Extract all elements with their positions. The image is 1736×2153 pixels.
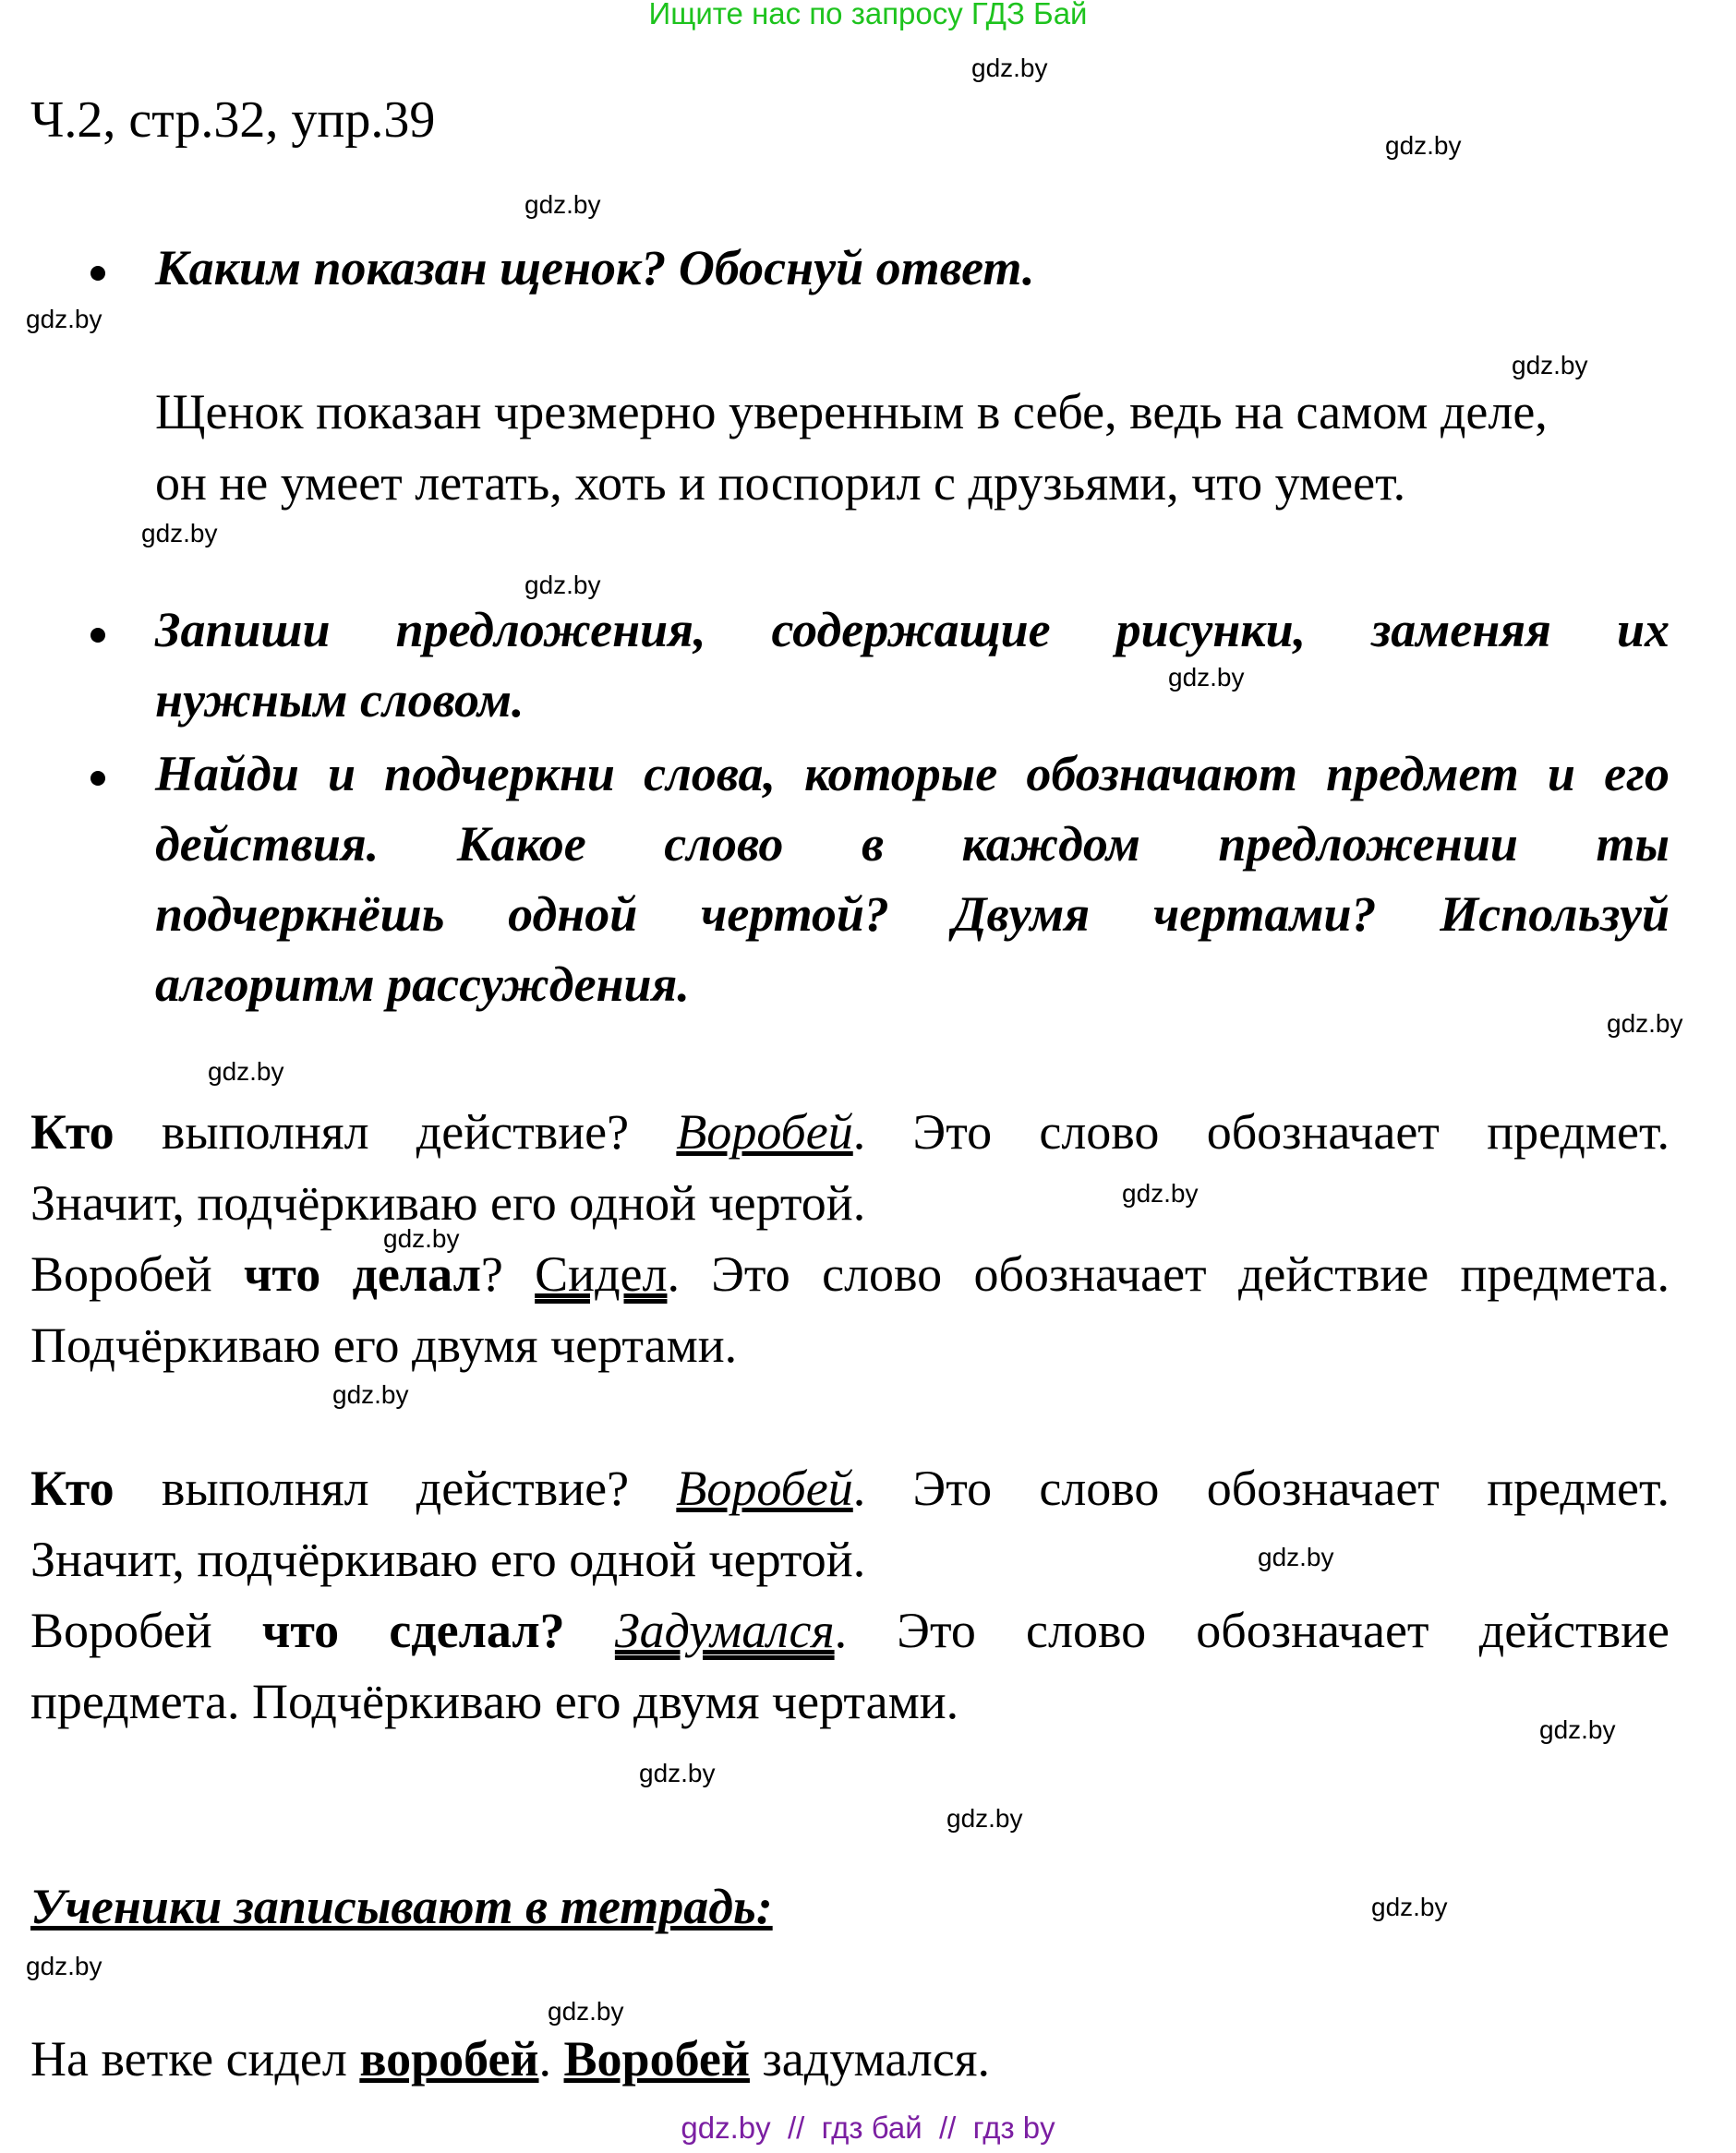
task-3 [155, 739, 1670, 1019]
footer-links[interactable]: gdz.by // гдз бай // гдз by [681, 2111, 1055, 2145]
question-word: что сделал? [261, 1603, 565, 1658]
subject-word: Воробей [676, 1104, 853, 1160]
predicate-word: Задумался [614, 1603, 835, 1658]
reasoning-line: Воробей что сделал? Задумался. Это слово обозначает действие [30, 1603, 1670, 1658]
bullet [90, 266, 105, 281]
notebook-title: Ученики записывают в тетрадь: [30, 1879, 773, 1934]
highlighted-word: воробей [359, 2031, 539, 2087]
watermark: gdz.by [208, 1057, 284, 1086]
watermark: gdz.by [141, 519, 218, 547]
watermark: gdz.by [1258, 1543, 1334, 1571]
watermark: gdz.by [524, 571, 601, 599]
reasoning-line: Воробей что делал? Сидел. Это слово обозначает действие предмета. [30, 1246, 1670, 1302]
watermark: gdz.by [1539, 1715, 1616, 1744]
task-line: действия. Какое слово в каждом предложении ты [155, 816, 1670, 872]
final-sentence: На ветке сидел воробей. Воробей задумался. [30, 2031, 991, 2087]
question-word: что делал [243, 1246, 481, 1302]
watermark: gdz.by [1122, 1179, 1199, 1208]
reasoning-block-2 [30, 1453, 1670, 1738]
watermark: gdz.by [383, 1224, 460, 1253]
predicate-word: Сидел [535, 1246, 668, 1302]
reasoning-block-1 [30, 1097, 1670, 1381]
watermark: gdz.by [548, 1997, 624, 2026]
highlighted-word: Воробей [563, 2031, 750, 2087]
answer-line: он не умеет летать, хоть и поспорил с друзьями, что умеет. [155, 455, 1406, 511]
watermark: gdz.by [1385, 131, 1462, 160]
page-title: Ч.2, стр.32, упр.39 [30, 91, 436, 149]
watermark: gdz.by [946, 1804, 1023, 1833]
bullet [90, 628, 105, 643]
reasoning-line: Кто выполнял действие? Воробей. Это слово обозначает предмет. [30, 1461, 1670, 1516]
task-line: Запиши предложения, содержащие рисунки, заменяя их [155, 602, 1670, 657]
watermark: gdz.by [1607, 1009, 1683, 1038]
task-line: подчеркнёшь одной чертой? Двумя чертами? Используй [155, 886, 1670, 942]
watermark: gdz.by [1512, 351, 1588, 379]
watermark: gdz.by [26, 1952, 102, 1980]
answer-line: Щенок показан чрезмерно уверенным в себе, ведь на самом деле, [155, 384, 1548, 439]
watermark: gdz.by [1168, 663, 1245, 692]
reasoning-line: Кто выполнял действие? Воробей. Это слово обозначает предмет. [30, 1104, 1670, 1160]
watermark: gdz.by [1371, 1893, 1448, 1921]
task-line: Найди и подчеркни слова, которые обозначают предмет и его [155, 746, 1670, 801]
question-word: Кто [30, 1461, 115, 1516]
task-2 [155, 595, 1670, 735]
question-word: Кто [30, 1104, 115, 1160]
bullet [90, 771, 105, 786]
reasoning-line: Значит, подчёркиваю его одной чертой. [30, 1175, 866, 1231]
watermark: gdz.by [971, 54, 1048, 82]
watermark: gdz.by [639, 1759, 716, 1787]
answer-paragraph [155, 377, 1670, 519]
task-line: Каким показан щенок? Обоснуй ответ. [155, 240, 1035, 295]
task-line: алгоритм рассуждения. [155, 956, 690, 1012]
reasoning-line: Значит, подчёркиваю его одной чертой. [30, 1532, 866, 1587]
subject-word: Воробей [676, 1461, 853, 1516]
watermark: gdz.by [332, 1380, 409, 1409]
task-1 [155, 233, 1670, 303]
task-line: нужным словом. [155, 672, 524, 728]
watermark: gdz.by [524, 190, 601, 219]
watermark: gdz.by [26, 305, 102, 333]
reasoning-line: Подчёркиваю его двумя чертами. [30, 1317, 738, 1373]
top-banner[interactable]: Ищите нас по запросу ГДЗ Бай [648, 0, 1088, 30]
reasoning-line: предмета. Подчёркиваю его двумя чертами. [30, 1674, 959, 1729]
